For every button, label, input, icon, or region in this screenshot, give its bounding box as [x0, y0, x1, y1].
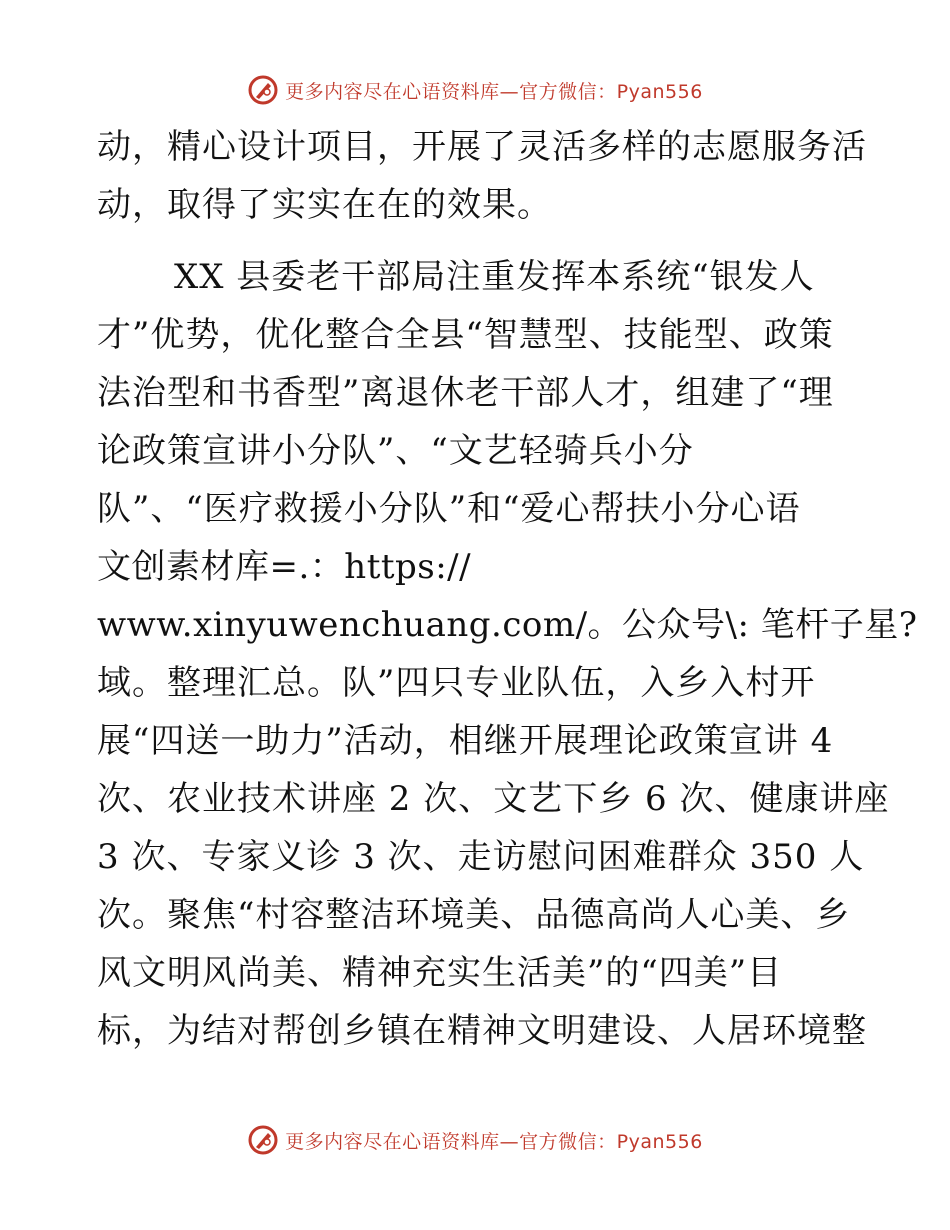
pen-circle-logo-icon: [247, 1124, 279, 1156]
body-line: 文创素材库=.：https://: [97, 547, 472, 587]
body-line: 动，取得了实实在在的效果。: [97, 185, 552, 225]
body-line: XX 县委老干部局注重发挥本系统“银发人: [174, 257, 815, 297]
footer-banner: [0, 1120, 950, 1160]
header-banner-text: 更多内容尽在心语资料库—官方微信：Pyan556: [285, 80, 703, 103]
header-banner: [0, 70, 950, 110]
body-line: 3 次、专家义诊 3 次、走访慰问困难群众 350 人: [97, 837, 865, 877]
body-line: 论政策宣讲小分队”、“文艺轻骑兵小分: [97, 431, 694, 471]
body-line: 次。聚焦“村容整洁环境美、品德高尚人心美、乡: [97, 895, 851, 935]
body-line: www.xinyuwenchuang.com/。公众号\: 笔杆子星?: [97, 605, 918, 645]
body-line: 队”、“医疗救援小分队”和“爱心帮扶小分心语: [97, 489, 801, 529]
footer-banner-text: 更多内容尽在心语资料库—官方微信：Pyan556: [285, 1130, 703, 1153]
body-line: 法治型和书香型”离退休老干部人才，组建了“理: [97, 373, 834, 413]
body-line: 次、农业技术讲座 2 次、文艺下乡 6 次、健康讲座: [97, 779, 890, 819]
body-line: 才”优势，优化整合全县“智慧型、技能型、政策: [97, 315, 834, 355]
body-line: 风文明风尚美、精神充实生活美”的“四美”目: [97, 953, 783, 993]
body-line: 展“四送一助力”活动，相继开展理论政策宣讲 4: [97, 721, 834, 761]
body-line: 标，为结对帮创乡镇在精神文明建设、人居环境整: [97, 1011, 867, 1051]
pen-circle-logo-icon: [247, 74, 279, 106]
body-line: 动，精心设计项目，开展了灵活多样的志愿服务活: [97, 127, 867, 167]
body-line: 域。整理汇总。队”四只专业队伍，入乡入村开: [97, 663, 816, 703]
document-body: [97, 118, 918, 1060]
